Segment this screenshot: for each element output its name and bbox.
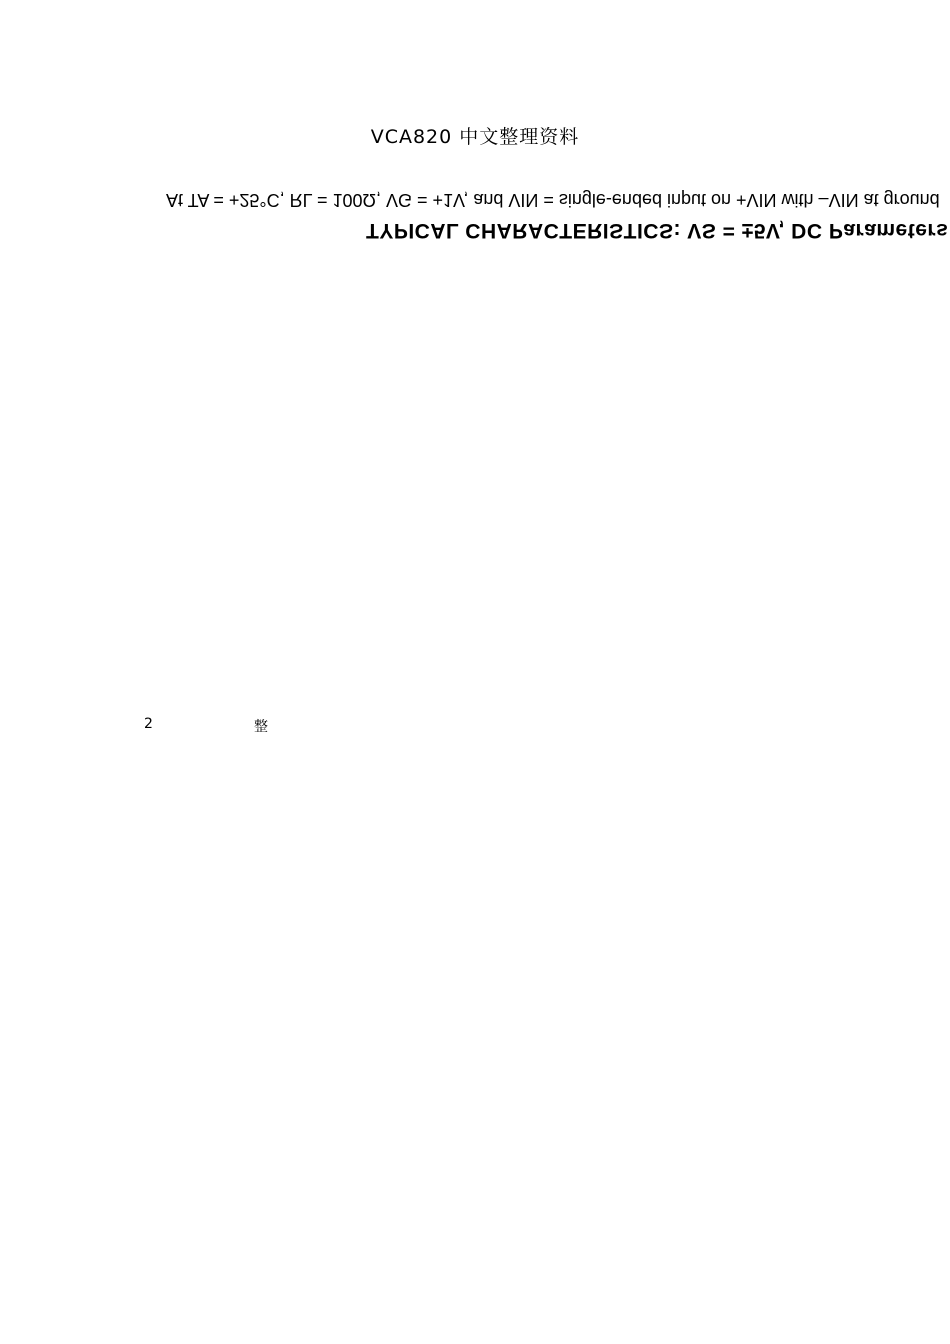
section-header: TYPICAL CHARACTERISTICS: VS = ±5V, DC Parameters <box>366 219 949 242</box>
document-title: VCA820 中文整理资料 <box>370 126 580 148</box>
test-conditions: At TA = +25°C, RL = 100Ω, VG = +1V, and VIN = single-ended input on +VIN with –VIN at ground <box>166 190 940 210</box>
page-char: 整 <box>254 719 268 735</box>
page-number: 2 <box>144 716 153 732</box>
